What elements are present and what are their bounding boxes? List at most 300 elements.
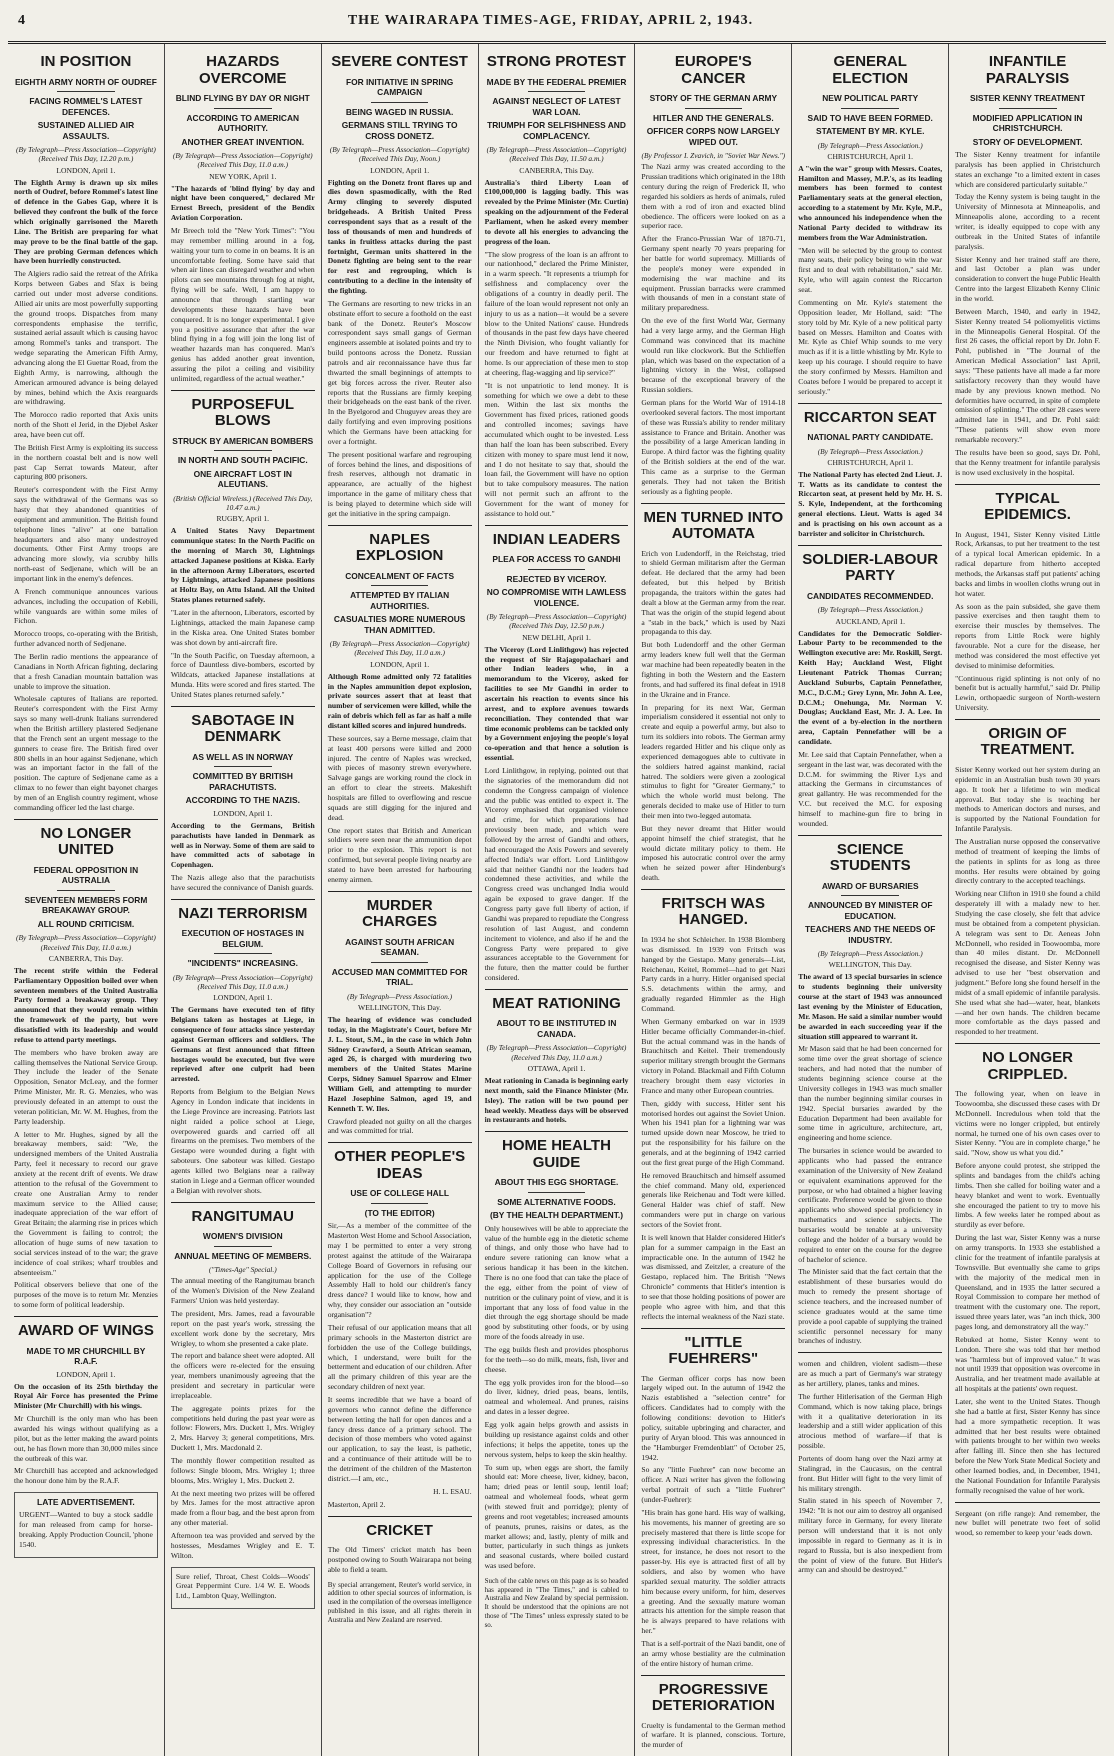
- headline: NAPLES EXPLOSION: [355, 530, 444, 565]
- subheading: STATEMENT BY MR. KYLE.: [816, 126, 925, 136]
- headline: RICCARTON SEAT: [803, 408, 937, 426]
- paragraph: A letter to Mr. Hughes, signed by all the breakaway members, said: "We, the undersigned members of the United Australia Party, feel it necessary to record our grave anxiety at the recent drift of events. We draw attention to the refusal of the Government to create one Australian Army to render maximum service to the Allied cause; inadequate appreciation of the war effort of Great Britain; the alarming rise in prices which the Government is failing to control; the allocation of huge sums of new taxation to social services instead of to the war; the grave incidence of coal strikes; wharf troubles and absenteeism.": [14, 1129, 158, 1277]
- paragraph: In August, 1941, Sister Kenny visited Little Rock, Arkansas, to put her treatment to the test of a typical local American epidemic. In a radical departure from hitherto accepted methods, the Arkansas staff put patients' aching backs and limbs in woollen cloths wrung out in hot water.: [955, 529, 1100, 598]
- paragraph: The Morocco radio reported that Axis units north of the Shott el Jerid, in the Djebel Asker area, have been cut off.: [14, 410, 158, 439]
- paragraph: The Australian nurse opposed the conservative method of treatment of keeping the limbs of the patients in splints for as long as three months. Her results were obtained by going directly contrary to the accepted teachings.: [955, 836, 1100, 886]
- advertisement-title: LATE ADVERTISEMENT.: [37, 1497, 135, 1508]
- paragraph: These sources, say a Berne message, claim that at least 400 persons were killed and 2000 injured. The centre of Naples was wrecked, with pieces of masonry strewn everywhere. Salvage gangs are working round the clock in an effort to clear the streets. Makeshift hospitals are filled to overflowing and rescue squads are still digging for the injured and dead.: [327, 733, 472, 822]
- subheading: ONE AIRCRAFT LOST IN ALEUTIANS.: [193, 468, 292, 490]
- byline: (By Telegraph—Press Association—Copyright) (Received This Day, 11.0 a.m.): [172, 972, 313, 992]
- subheading: ABOUT THIS EGG SHORTAGE.: [494, 1177, 619, 1188]
- subheading: NO COMPROMISE WITH LAWLESS VIOLENCE.: [486, 587, 627, 608]
- short-rule: [371, 1203, 429, 1204]
- paragraph: Cruelty is fundamental to the German method of warfare. It is planned, conscious. Torture, the murder of: [641, 1720, 786, 1750]
- paragraph: The monthly flower competition resulted as follows: Single bloom, Mrs. Wrigley 1; three blooms, Mrs. Wrigley 1, Mrs. Duckett 2.: [170, 1456, 315, 1485]
- paragraph: The egg builds flesh and provides phosphorus for the teeth—so do milk, meats, fish, liver and cheese.: [484, 1345, 629, 1374]
- paragraph: When Germany embarked on war in 1939 Hitler became officially Commander-in-chief. But the actual command was in the hands of Brauchitsch and Keitel. Their tremendously superior military strength brought the Germans victory in Poland. Blackmail and Fifth Column treachery brought them easy victories in France and many other European countries.: [641, 1016, 786, 1095]
- article-separator: [798, 835, 942, 836]
- page-number: 4: [18, 12, 25, 28]
- dateline: NEW YORK, April 1.: [209, 171, 277, 181]
- masthead: [8, 0, 1106, 44]
- paragraph: The Berlin radio mentions the appearance of Canadians in North African fighting, declaring that a fresh Canadian mountain battalion was unable to improve the situation.: [14, 652, 158, 691]
- headline: "LITTLE FUEHRERS": [668, 1333, 759, 1368]
- short-rule: [214, 1246, 272, 1247]
- subheading: CANDIDATES RECOMMENDED.: [807, 590, 934, 601]
- paragraph: Commenting on Mr. Kyle's statement the Opposition leader, Mr Holland, said: "The story told by Mr. Kyle of a new political party based on Messrs. Hamilton and Coates with Mr. Kyle as Chief Whip sounds to me very much as if it is a little whistling by Mr. Kyle to keep up his courage. I should require to have the story confirmed by Messrs. Hamilton and Coates before I would be prepared to accept it seriously.": [798, 297, 943, 396]
- byline: (By Telegraph—Press Association—Copyright) (Received This Day, 11.0 a.m.): [486, 1043, 627, 1062]
- letter-place-date: Masterton, April 2.: [327, 1499, 386, 1509]
- article: [171, 1202, 315, 1561]
- paragraph: On the occasion of its 25th birthday the Royal Air Force has presented the Prime Minister (Mr Churchill) with his wings.: [14, 1381, 158, 1411]
- paragraph: "It is not unpatriotic to lend money. It is something for which we owe a debt to these men. Within the last six months the Government has fixed prices, rationed goods and controlled incomes; savings have accumulated which ought to be invested. Less than half the loan has been subscribed. Every citizen with money to spare must lend it now, and I do not hesitate to say that, should the loan fail, the Government will have no option but to take compulsory measures. The nation will not permit such an affront to the Government for the want of money for assistance to hold out.": [484, 380, 629, 518]
- paragraph: Australia's third Liberty Loan of £100,000,000 is lagging badly. This was revealed by the Prime Minister (Mr. Curtin) speaking on the adjournment of the Federal Parliament, when he asked every member to devote all his energies to advancing the progress of the loan.: [484, 177, 629, 246]
- short-rule: [371, 585, 429, 586]
- paragraph: The Eighth Army is drawn up six miles north of Oudref, before Rommel's latest line of defence in the Gabes Gap, where it is believed they confront the bulk of the force which originally garrisoned the Mareth Line. The British are preparing for what may prove to be the final battle of the gap. They are probing German defences which have been hurriedly constructed.: [14, 177, 158, 266]
- subheading: IN NORTH AND SOUTH PACIFIC.: [177, 455, 308, 466]
- column-6: [792, 44, 949, 1756]
- paragraph: Political observers believe that one of the purposes of the move is to return Mr. Menzies to some form of political leadership.: [14, 1280, 158, 1310]
- subheading: ALL ROUND CRITICISM.: [37, 918, 135, 929]
- subheading: ANNOUNCED BY MINISTER OF EDUCATION.: [807, 900, 933, 921]
- paragraph: The Algiers radio said the retreat of the Afrika Korps between Gabes and Sfax is being carried out under most adverse conditions. Allied air units are most powerfully supporting the ground troops. Dispatches from many correspondents emphasise the terrific, sustained aerial assault which is causing havoc among Rommel's tanks and transport. The wedge separating the American Fifth Army, advancing along the El Guettar Road, from the Eighth Army, is narrowing, although the American armoured advance is being delayed by mines, behind which the Axis rearguards are withdrawing.: [14, 269, 158, 407]
- paragraph: The members who have broken away are calling themselves the National Service Group. They include the leader of the Senate Opposition, Senator McLeay, and the former Prime Minister, Mr. R. G. Menzies, who was previously defeated in an attempt to oust the veteran politician, Mr. W. M. Hughes, from the Party leadership.: [14, 1047, 158, 1126]
- paragraph: Reuter's correspondent with the First Army says the withdrawal of the Germans was so hasty that they abandoned quantities of equipment and ammunition. The British found telephone lines "alive" at one battalion headquarters and also many undestroyed documents. Other First Army troops are advancing more slowly, via scrubby hills north-east of Sedjenane, which will be an important link in the enemy's defences.: [14, 485, 158, 584]
- headline: PROGRESSIVE DETERIORATION: [651, 1680, 775, 1715]
- subheading: GERMANS STILL TRYING TO CROSS DONETZ.: [341, 120, 458, 141]
- byline: (By Telegraph—Press Association—Copyright) (Received This Day, 11.0 a.m.): [172, 151, 313, 170]
- newspaper-title: THE WAIRARAPA TIMES-AGE, FRIDAY, APRIL 2, 1943.: [347, 12, 754, 28]
- short-rule: [528, 569, 586, 570]
- headline: EUROPE'S CANCER: [674, 53, 752, 87]
- subheading: SISTER KENNY TREATMENT: [970, 93, 1086, 103]
- subheading: AGAINST NEGLECT OF LATEST WAR LOAN.: [492, 96, 621, 117]
- article: [171, 899, 315, 1196]
- dateline: CHRISTCHURCH, April 1.: [827, 151, 914, 161]
- subheading: CASUALTIES MORE NUMEROUS THAN ADMITTED.: [333, 614, 466, 635]
- byline: (By Telegraph—Press Association—Copyright) (Received This Day, 12.50 p.m.): [486, 612, 627, 631]
- article: [328, 1516, 472, 1575]
- paragraph: The following year, when on leave in Toowoomba, she discussed these cases with Dr McDonnell. Incredulous when told that the victims were no longer crippled, but entirely normal, he turned one of his own cases over to Sister Kenny. "You are in complete charge," he said. "Now, show us what you did.": [955, 1089, 1100, 1158]
- byline: (By Professor I. Zvavich, in "Soviet War News."): [641, 151, 786, 160]
- article: [798, 545, 942, 829]
- article-separator: [171, 390, 315, 391]
- article-separator: [171, 1202, 315, 1203]
- headline: PURPOSEFUL BLOWS: [191, 395, 295, 430]
- paragraph: "The hazards of 'blind flying' by day and night have been conquered," declared Mr Ernest Breech, president of the Bendix Aviation Corporation.: [170, 183, 315, 223]
- article-separator: [798, 403, 942, 404]
- byline: (By Telegraph—Press Association.): [817, 605, 923, 615]
- article: [955, 1502, 1100, 1539]
- paragraph: Morocco troops, co-operating with the British, further advanced north of Sedjenane.: [14, 629, 158, 649]
- paragraph: The British First Army is exploiting its success in the northern coastal belt and is now well past Cap Serrat towards Mateur, after capturing 800 prisoners.: [14, 442, 158, 482]
- paragraph: The German officer corps has now been largely wiped out. In the autumn of 1942 the Nazis established a "selection centre" for officers. Candidates had to comply with the following conditions: devotion to Hitler's policy, suitable upbringing and character, and purity of Aryan blood. This was announced in the "Hamburger Fremdenblatt" of October 25, 1942.: [641, 1373, 786, 1462]
- article: [14, 819, 158, 1310]
- column-7: [949, 44, 1106, 1756]
- paragraph: The Sister Kenny treatment for infantile paralysis has been applied in Christchurch states an exchange "to a limited extent in cases which are considered particularly suitable.": [955, 150, 1100, 189]
- paragraph: The National Party has elected 2nd Lieut. J. T. Watts as its candidate to contest the Riccarton seat, at present held by Mr. H. S. S. Kyle, Independent, at the forthcoming general elections. Lieut. Watts is aged 34 and is practising on his own account as a barrister and solicitor in Christchurch.: [798, 469, 943, 538]
- article-separator: [485, 989, 629, 990]
- byline: (By Telegraph—Press Association—Copyright) (Received This Day, 11.50 a.m.): [486, 145, 627, 164]
- paragraph: "Continuous rigid splinting is not only of no benefit but is actually harmful," said Dr. Philip Lewin, orthopaedic surgeon of North-western University.: [955, 673, 1100, 713]
- article: [798, 835, 942, 1347]
- byline: ("Times-Age" Special.): [208, 1265, 277, 1275]
- article: [171, 706, 315, 893]
- subheading: AWARD OF BURSARIES: [821, 880, 919, 891]
- headline: RANGITUMAU: [191, 1207, 295, 1225]
- paragraph: Later, she went to the United States. Though she had a battle at first, Sister Kenny has since had a more sympathetic reception. It was admitted that her best results were obtained with patients brought to her within two weeks after falling ill. Since then she has lectured before the New York State Medical Society and other learned bodies, and, in December, 1941, the National Foundation for Infantile Paralysis formally recognised the value of her work.: [955, 1396, 1100, 1495]
- subheading: ACCORDING TO AMERICAN AUTHORITY.: [186, 112, 300, 133]
- subheading: OFFICER CORPS NOW LARGELY WIPED OUT.: [646, 126, 780, 147]
- article: [485, 1131, 629, 1571]
- subheading: PLEA FOR ACCESS TO GANDHI: [492, 554, 621, 565]
- letter-signature: H. L. ESAU.: [433, 1486, 472, 1496]
- headline: IN POSITION: [40, 53, 132, 70]
- paragraph: Mr Breech told the "New York Times": "You may remember milling around in a fog, waiting your turn to come in on beams. It is an uncomfortable feeling. Some have said that when air lines can disregard weather and when pilots can see mountains through fog at night, flying will be safe. Well, I am happy to announce that through startling war developments these hazards have been conquered. It is no longer experimental. I give you a positive assurance that after the war blind flying in a fog will join the long list of weather hazards man has conquered. Man's genius has added another great invention, assuring the pilot a ceiling and visibility unlimited, regardless of the actual weather.": [170, 225, 315, 383]
- dateline: CHRISTCHURCH, April 1.: [827, 457, 914, 467]
- headline: INDIAN LEADERS: [492, 530, 621, 548]
- advertisement-text: Sure relief, Throat, Chest Colds—Woods' Great Peppermint Cure. 1/4 W. E. Woods Ltd., Lambton Quay, Wellington.: [175, 1571, 310, 1601]
- article: [641, 503, 785, 883]
- short-rule: [57, 890, 115, 891]
- headline: INFANTILE PARALYSIS: [985, 53, 1070, 87]
- paragraph: A United States Navy Department communique states: In the North Pacific on the morning of March 30, Lightnings attacked Japanese positions at Kiska. Early in the afternoon Army Liberators, escorted by Lightnings, attacked Japanese positions at Holtz Bay, on Attu Island. All the United States planes returned safely.: [170, 526, 315, 605]
- subheading: CONCEALMENT OF FACTS: [345, 570, 455, 581]
- paragraph: The aggregate points prizes for the competitions held during the past year were as follow: Flowers, Mrs. Duckett 1, Mrs. Wrigley 2, Mrs. Harvey 3; general competitions, Mrs. Duckett 1, Mrs. Macdonald 2.: [170, 1403, 315, 1453]
- article: [328, 54, 472, 519]
- paragraph: Sir,—As a member of the committee of the Masterton West Home and School Association, may I be permitted to enter a very strong protest against the attitude of the Wairarapa College Board of Governors in refusing our application for the use of the College Assembly Hall to hold our children's fancy dress dance? I would like to know, how and why, they consider our association an "outside organisation"?: [327, 1221, 472, 1320]
- paragraph: The further Hitlerisation of the German High Command, which is now taking place, brings with it a qualitative deterioration in its leadership and a still wider application of this atrocious method of warfare—if that is possible.: [798, 1391, 943, 1451]
- paragraph: Mr Churchill has accepted and acknowledged the honour done him by the R.A.F.: [14, 1466, 158, 1486]
- paragraph: A "win the war" group with Messrs. Coates, Hamilton and Massey, M.P.'s, as its leading members has been formed to contest Parliamentary seats at the general election, according to a statement by Mr. Kyle, M.P., who announced his independence when the National Party decided to withdraw its members from the War Administration.: [798, 163, 943, 242]
- headline: MURDER CHARGES: [362, 896, 438, 931]
- article: [485, 54, 629, 519]
- subheading: ACCUSED MAN COMMITTED FOR TRIAL.: [331, 966, 468, 988]
- paragraph: On the eve of the first World War, Germany had a very large army, and the German High Command was convinced that its machine would run like clockwork. But the Schlieffen plan, which was based on the expectation of a lightning victory in the West, collapsed because of the exceptional bravery of the Russian soldiers.: [641, 316, 786, 395]
- article-separator: [641, 1328, 785, 1329]
- article-separator: [14, 819, 158, 820]
- byline: (By Telegraph—Press Association.): [347, 991, 453, 1001]
- subheading: USE OF COLLEGE HALL: [350, 1188, 449, 1199]
- subheading: AGAINST SOUTH AFRICAN SEAMAN.: [345, 936, 455, 958]
- short-rule: [214, 108, 272, 109]
- subheading: NATIONAL PARTY CANDIDATE.: [807, 432, 934, 443]
- article: [955, 1043, 1100, 1495]
- paragraph: At the next meeting two prizes will be offered by Mrs. James for the most attractive apron made from a flour bag, and the best apron from any other material.: [170, 1488, 315, 1528]
- article: [641, 889, 785, 1322]
- paragraph: Sister Kenny worked out her system during an epidemic in an Australian bush town 30 years ago. It took her a lifetime to win medical approval. But today she is teaching her methods to American doctors and nurses, and is supported by the National Foundation for Infantile Paralysis.: [955, 764, 1100, 834]
- paragraph: Although Rome admitted only 72 fatalities in the Naples ammunition depot explosion, private sources assert that at least that number of servicemen were killed, while the rain of debris which fell as far as half a mile distant killed scores and injured hundreds.: [327, 671, 472, 731]
- headline: GENERAL ELECTION: [832, 53, 909, 87]
- article-separator: [171, 899, 315, 900]
- article-separator: [641, 1675, 785, 1676]
- headline: HOME HEALTH GUIDE: [502, 1137, 611, 1171]
- article-separator: [485, 525, 629, 526]
- article: [485, 525, 629, 983]
- footnote: Such of the cable news on this page as is so headed has appeared in "The Times," and is cabled to Australia and New Zealand by special permission. It should be understood that the opinions are not those of "The Times" unless expressly stated to be so.: [484, 1576, 629, 1629]
- subheading: SEVENTEEN MEMBERS FORM BREAKAWAY GROUP.: [24, 894, 148, 916]
- headline: SABOTAGE IN DENMARK: [191, 711, 295, 746]
- short-rule: [371, 102, 429, 103]
- headline: SEVERE CONTEST: [331, 53, 468, 70]
- paragraph: In 1934 he shot Schleicher. In 1938 Blomberg was dismissed. In 1939 von Fritsch was hanged by the Gestapo. Many generals—List, Reichenau, Keitel, Rommel—had to get Nazi Party cards in a hurry. Hitler organised special S.S. detachments within the army, and gradually regarded Himmler as the High Command.: [641, 934, 786, 1013]
- subheading: ABOUT TO BE INSTITUTED IN CANADA.: [496, 1018, 617, 1039]
- short-rule: [371, 962, 429, 963]
- subheading: ACCORDING TO THE NAZIS.: [185, 795, 300, 806]
- paragraph: The present positional warfare and regrouping of forces behind the lines, and dispositions of fresh reserves, although not dramatic in appearance, are actually of the highest importance in the game of military chess that is being played to determine which side will get the initiative in the spring campaign.: [327, 449, 472, 518]
- columns-container: [8, 44, 1106, 1750]
- subheading: COMMITTED BY BRITISH PARACHUTISTS.: [192, 771, 293, 792]
- paragraph: That is a self-portrait of the Nazi bandit, one of an army whose bestiality are the culmination of the entire history of human crime.: [641, 1638, 786, 1668]
- paragraph: "In the South Pacific, on Tuesday afternoon, a force of Dauntless dive-bombers, escorted by Wildcats, attacked Japanese installations at Munda. Hits were scored and fires started. The United States planes returned safely.": [170, 650, 315, 699]
- short-rule: [528, 91, 586, 92]
- article-separator: [798, 545, 942, 546]
- paragraph: Portents of doom hang over the Nazi army at Stalingrad, in the Caucasus, on the central front. But Hitler will fight to the very limit of his military strength.: [798, 1454, 943, 1493]
- paragraph: "Later in the afternoon, Liberators, escorted by Lightnings, attacked the main Japanese camp in the Kiska area. One United States bomber was shot down by anti-aircraft fire.: [170, 608, 315, 647]
- subheading: ANNUAL MEETING OF MEMBERS.: [174, 1250, 312, 1261]
- paragraph: Crawford pleaded not guilty on all the charges and was committed for trial.: [327, 1116, 472, 1136]
- dateline: OTTAWA, April 1.: [527, 1063, 586, 1073]
- paragraph: "His brain has gone hard. His way of walking, his movements, his manner of greeting are so precisely mastered that there is little scope for expressing individual characteristics. In the street, for instance, he does not resort to the passer-by. His eye is attracted first of all by soldiers, and also by women who have sparkled sexual maturity. The soldier attracts him because every uniform, for him, deserves a greeting. And the sexually mature woman attracts his attention for the simple reason that he is always prepared to have relations with her.": [641, 1507, 786, 1636]
- column-5: [635, 44, 792, 1756]
- dateline: LONDON, April 1.: [56, 165, 116, 175]
- dateline: AUCKLAND, April 1.: [835, 616, 906, 626]
- article-separator: [641, 503, 785, 504]
- paragraph: Working near Clifton in 1910 she found a child desperately ill with a malady new to her. Studying the case closely, she felt that advice must be obtained from a competent physician. A telegram was sent to Dr. Aeneas John McDonnell, who resided in Toowoomba, more than 40 miles distant. Dr. McDonnell recognised the disease, and Sister Kenny was advised to use her "best observation and judgment." Before long she found herself in the midst of a small epidemic of infantile paralysis. She used what she had—water, heat, blankets—and her own hands. The children became more comfortable as the days passed and responded to her treatment.: [955, 889, 1100, 1037]
- advertisement: [14, 1492, 158, 1557]
- byline: (By Telegraph—Press Association.): [817, 446, 923, 456]
- dateline: WELLINGTON, This Day.: [358, 1003, 442, 1013]
- article: [955, 54, 1100, 478]
- headline: HAZARDS OVERCOME: [199, 53, 287, 87]
- article-separator: [955, 484, 1100, 485]
- paragraph: One report states that British and American soldiers were seen near the ammunition depot prior to the explosion. This report is not confirmed, but several people living nearby are stated to have been arrested for harbouring enemy airmen.: [327, 825, 472, 884]
- paragraph: After the Franco-Prussian War of 1870-71, Germany spent nearly 70 years preparing for her battle for world supremacy. Milliards of the people's money were expended in modernising the war machine and its equipment. Prussian barracks were crammed with thousands of men in a constant state of military preparedness.: [641, 234, 786, 313]
- byline: (By Telegraph—Press Association.): [817, 140, 923, 150]
- paragraph: Mr Mason said that he had been concerned for some time over the great shortage of science teachers, and had noted that the number of students beginning science course at the University colleges in 1943 was much smaller than the number beginning similar courses in 1942. Special bursaries awarded by the Education Department had been available for some time in agriculture, architecture, art, engineering and home science.: [798, 1044, 943, 1143]
- article-separator: [328, 525, 472, 526]
- paragraph: The report and balance sheet were adopted. All the officers were re-elected for the ensuing year, members unanimously agreeing that the president and secretary in particular were irreplaceable.: [170, 1351, 315, 1400]
- byline: (British Official Wireless.) (Received This Day, 10.47 a.m.): [173, 493, 313, 512]
- headline: ORIGIN OF TREATMENT.: [980, 724, 1075, 759]
- article: [798, 403, 942, 539]
- paragraph: Their refusal of our application means that all primary schools in the Masterton district are forbidden the use of the College buildings, which, I understand, were built for the betterment and education of our children. After all the primary children of this year are the secondary children of next year.: [327, 1322, 472, 1392]
- headline: MEN TURNED INTO AUTOMATA: [643, 508, 784, 543]
- subheading: HITLER AND THE GENERALS.: [653, 112, 774, 123]
- subheading: SUSTAINED ALLIED AIR ASSAULTS.: [37, 120, 135, 141]
- paragraph: The Minister said that the fact certain that the establishment of these bursaries would do much to remedy the present shortage of science teachers, and the increased number of science graduates would at the same time provide a pool capable of supplying the trained scientific personnel necessary for many branches of industry.: [798, 1267, 943, 1346]
- byline: (By Telegraph—Press Association.): [817, 949, 923, 959]
- short-rule: [685, 108, 743, 109]
- article-separator: [14, 1316, 158, 1317]
- paragraph: It is well known that Halder considered Hitler's plan for a summer campaign in the East an impracticable one. In the autumn of 1942 he was dismissed, and Zeitzler, a creature of the Gestapo, replaced him. The British "News Chronicle" comments that Hitler's intention is to see that those holding positions of power are people who agree with him, and that this reflects the internal weakness of the Nazi state.: [641, 1232, 786, 1321]
- subheading: TEACHERS AND THE NEEDS OF INDUSTRY.: [804, 924, 936, 945]
- paragraph: Egg yolk again helps growth and assists in building up resistance against colds and other infections; it helps the appetite, tones up the nervous system, helps to keep the skin healthy.: [484, 1420, 629, 1459]
- paragraph: German plans for the World War of 1914-18 overlooked several factors. The most important of these was Russia's ability to render military assistance to France and Britain. Another was the possibility of a large American landing in Europe. A third factor was the fighting quality of the British soldiers at the end of the war. This came as a surprise to the German generals. They had not taken the British seriously as a fighting people.: [641, 398, 786, 496]
- paragraph: The Nazis allege also that the parachutists have secured the connivance of Danish guards.: [170, 873, 315, 892]
- short-rule: [528, 1192, 586, 1193]
- dateline: LONDON, April 1.: [213, 993, 273, 1003]
- article: [14, 1316, 158, 1486]
- advertisement-text: URGENT—Wanted to buy a stock saddle for man released from camp for horse-breaking. Apply Production Council, 'phone 1540.: [19, 1510, 153, 1549]
- subheading: MADE BY THE FEDERAL PREMIER: [486, 76, 627, 87]
- paragraph: The recent strife within the Federal Parliamentary Opposition boiled over when seventeen members of the United Australia Party formed a breakaway group. They announced that they would remain within the framework of the party, but were dissatisfied with its leadership and would refuse to attend party meetings.: [14, 965, 158, 1044]
- subheading: FACING ROMMEL'S LATEST DEFENCES.: [29, 96, 143, 117]
- paragraph: Meat rationing in Canada is beginning early next month, said the Finance Minister (Mr. Isley). The ration will be two pound per head weekly. Meatless days will be observed in restaurants and hotels.: [484, 1075, 629, 1125]
- headline: SOLDIER-LABOUR PARTY: [802, 550, 939, 585]
- dateline: NEW DELHI, April 1.: [522, 632, 591, 642]
- paragraph: "Men will be selected by the group to contest many seats, their policy being to win the war first and to deal with rehabilitation," said Mr. Kyle, who will again contest the Riccarton seat.: [798, 245, 943, 295]
- byline: (By Telegraph—Press Association—Copyright) (Received This Day, 11.0 a.m.): [16, 933, 156, 952]
- dateline: RUGBY, April 1.: [216, 514, 270, 524]
- paragraph: According to the Germans, British parachutists have landed in Denmark as well as in Norway. Some of them are said to have committed acts of sabotage in Copenhagen.: [170, 820, 315, 870]
- article: [328, 891, 472, 1137]
- article: [328, 525, 472, 885]
- headline: TYPICAL EPIDEMICS.: [984, 489, 1071, 523]
- subheading: BLIND FLYING BY DAY OR NIGHT: [175, 93, 310, 103]
- paragraph: A French communique announces various advances, including the occupation of Kebili, while vanguards are within some miles of Fichon.: [14, 586, 158, 626]
- paragraph: Reports from Belgium to the Belgian News Agency in London indicate that incidents in the Liege Province are increasing. Patriots last night raided a police school at Liege, overpowered guards and carried off all firearms on the premises. Two members of the Gestapo were wounded during a fight with saboteurs. One saboteur was killed. Gestapo agents killed two Belgians near a railway station in Liege and a German officer wounded a Belgian with revolver shots.: [170, 1087, 315, 1195]
- paragraph: Stalin stated in his speech of November 7, 1942: "It is not our aim to destroy all organised military force in Germany, for every literate person will understand that it is not only impossible in regard to Germany as it is in regard to Russia, but is also inexpedient from the point of view of the future. But Hitler's army can and should be destroyed.": [798, 1496, 943, 1575]
- subheading: (TO THE EDITOR): [364, 1207, 435, 1218]
- short-rule: [214, 450, 272, 451]
- article-separator: [328, 891, 472, 892]
- article-separator: [171, 706, 315, 707]
- short-rule: [57, 91, 115, 92]
- subheading: FOR INITIATIVE IN SPRING CAMPAIGN: [345, 76, 454, 97]
- short-rule: [841, 108, 899, 109]
- subheading: WOMEN'S DIVISION: [202, 1231, 283, 1242]
- article-separator: [328, 1516, 472, 1517]
- subheading: SOME ALTERNATIVE FOODS.: [497, 1196, 616, 1207]
- paragraph: In preparing for its next War, German imperialism considered it essential not only to create and equip a powerful army, but also to turn its soldiers into robots. The German army leaders regarded Hitler and his clique only as experienced demagogues able to cultivate in the soldiers hatred against mankind, racial hatred. The soldiers were given a zoological stimulus to fight for "Greater Germany," to which the whole world must belong. The generals decided to make use of Hitler to turn their men into two-legged automata.: [641, 702, 786, 820]
- paragraph: Sister Kenny and her trained staff are there, and last October a plan was under consideration to convert the huge Public Health Centre into the largest Elizabeth Kenny Clinic in the world.: [955, 254, 1100, 304]
- paragraph: But both Ludendorff and the other German army leaders knew full well that the German war machine had been repeatedly beaten in the fighting in both the Western and the Eastern fronts, and had suffered its final defeat in 1918 in the Ukraine and in France.: [641, 640, 786, 699]
- paragraph: Only housewives will be able to appreciate the value of the humble egg in the dietetic scheme of things, and only those who have had to endure severe rationing can know what a serious handicap it has been in the kitchen. There is no one food that can take the place of the egg, either from the point of view of nutrition or the culinary point of view, and it is important that any loss of food value in the diet through the egg shortage should be made good by substituting other foods, or by using more of the foods already in use.: [484, 1223, 629, 1342]
- subheading: TRIUMPH FOR SELFISHNESS AND COMPLACENCY.: [487, 120, 626, 141]
- article-separator: [485, 1131, 629, 1132]
- article-separator: [798, 1352, 942, 1353]
- dateline: CANBERRA, This Day.: [48, 953, 124, 963]
- headline: STRONG PROTEST: [486, 53, 627, 70]
- paragraph: The award of 13 special bursaries in science to students beginning their university course at the start of 1943 was announced last evening by the Minister of Education, Mr. Mason. He said a similar number would be awarded in each succeeding year if the situation still appeared to warrant it.: [798, 972, 943, 1041]
- subheading: STRUCK BY AMERICAN BOMBERS: [172, 435, 314, 446]
- subheading: EIGHTH ARMY NORTH OF OUDREF: [14, 76, 157, 87]
- dateline: LONDON, April 1.: [370, 659, 430, 669]
- article: [798, 1352, 942, 1575]
- subheading: MADE TO MR CHURCHILL BY R.A.F.: [26, 1345, 146, 1366]
- subheading: ATTEMPTED BY ITALIAN AUTHORITIES.: [350, 590, 450, 611]
- subheading: STORY OF DEVELOPMENT.: [972, 136, 1083, 147]
- paragraph: "The slow progress of the loan is an affront to our nationhood," declared the Prime Minister, in a warm speech. "It represents a triumph for selfishness and complacency over the obligations of a country in deadly peril. The failure of the loan would represent not only an injury to us as a nation—it would be a severe blow to the United Nations' cause. Hundreds of thousands in the past few days have cheered the Ninth Division, who fought valiantly for our freedom and have returned to fight at home. Is our appreciation of these men to stop at cheering, flag-wagging and lip service?": [484, 249, 629, 377]
- paragraph: Afternoon tea was provided and served by the hostesses, Mesdames Wrigley and E. T. Wilton.: [170, 1531, 315, 1560]
- paragraph: Rebuked at home, Sister Kenny went to London. There she was told that her method was "harmless but of improved value." It was not until 1939 that opposition was overcome in Australia, and her treatment made available at all hospitals at the patients' own request.: [955, 1334, 1100, 1394]
- subheading: EXECUTION OF HOSTAGES IN BELGIUM.: [181, 928, 304, 949]
- paragraph: Wholesale captures of Italians are reported. Reuter's correspondent with the First Army says so many well-drunk Italians surrendered when the British artillery plastered Sedjenane that the French sent an urgent message to the gunners to cease fire. The British fired over 800 shells in an hour against Sedjenane, which was an important factor in the fall of the position. The capture of Sedjenane came as a climax to no fewer than eight bayonet charges by men of an English country regiment, whose commanding officer led the last charge.: [14, 694, 158, 812]
- dateline: WELLINGTON, This Day.: [828, 960, 912, 970]
- subheading: "INCIDENTS" INCREASING.: [187, 958, 298, 969]
- subheading: STORY OF THE GERMAN ARMY: [649, 93, 778, 103]
- column-4: [479, 44, 636, 1756]
- paragraph: The egg yolk provides iron for the blood—so do liver, kidney, dried peas, beans, lentils, oatmeal and wholemeal. And prunes, raisins and dates in a lesser degree.: [484, 1377, 629, 1417]
- headline: MEAT RATIONING: [492, 994, 621, 1012]
- headline: NAZI TERRORISM: [178, 904, 308, 922]
- article-separator: [955, 1502, 1100, 1503]
- byline: (By Telegraph—Press Association—Copyright) (Received This Day, 12.20 p.m.): [16, 145, 156, 164]
- paragraph: The Germans have executed ten of fifty Belgians taken as hostages at Liege, in consequence of four attacks since yesterday against German officers and soldiers. The Germans at first announced that fifteen hostages would be executed, but five were reprieved after one culprit had been arrested.: [170, 1005, 315, 1084]
- byline: (By Telegraph—Press Association—Copyright) (Received This Day, 11.0 a.m.): [329, 639, 470, 658]
- headline: SCIENCE STUDENTS: [829, 840, 911, 875]
- column-1: [8, 44, 165, 1756]
- subheading: (BY THE HEALTH DEPARTMENT.): [489, 1210, 624, 1221]
- headline: AWARD OF WINGS: [18, 1322, 154, 1339]
- dateline: LONDON, April 1.: [56, 1369, 116, 1379]
- paragraph: The annual meeting of the Rangitumau branch of the Women's Division of the New Zealand Farmers' Union was held yesterday.: [170, 1276, 315, 1306]
- paragraph: The results have been so good, says Dr. Pohl, that the Kenny treatment for infantile paralysis is now used exclusively in the hospital.: [955, 447, 1100, 477]
- subheading: ANOTHER GREAT INVENTION.: [181, 136, 305, 147]
- column-3: [322, 44, 479, 1756]
- article: [171, 390, 315, 700]
- headline: OTHER PEOPLE'S IDEAS: [334, 1148, 466, 1182]
- headline: CRICKET: [366, 1521, 433, 1539]
- footnote: By special arrangement, Reuter's world service, in addition to other special sources of information, is used in the compilation of the overseas intelligence published in this issue, and all rights therein in Australia and New Zealand are reserved.: [327, 1580, 472, 1624]
- short-rule: [841, 895, 899, 896]
- paragraph: women and children, violent sadism—these are as much a part of Germany's war strategy as her artillery, planes, tanks and mines.: [798, 1359, 943, 1388]
- short-rule: [214, 953, 272, 954]
- byline: (By Telegraph—Press Association—Copyright) (Received This Day, Noon.): [329, 145, 470, 164]
- paragraph: During the last war, Sister Kenny was a nurse on army transports. In 1933 she established a clinic for the treatment of infantile paralysis at Townsville. But eventually she came to grips with the majority of the medical men in Queensland, and in 1935 the latter secured a Royal Commission to compare her method of treatment with the customary one. The report, issued three years later, was "an inch thick, 300 pages long, and demonstratory all the way.": [955, 1233, 1100, 1331]
- article: [955, 719, 1100, 1037]
- dateline: CANBERRA, This Day.: [519, 165, 594, 175]
- subheading: AS WELL AS IN NORWAY: [192, 751, 294, 762]
- subheading: FEDERAL OPPOSITION IN AUSTRALIA: [33, 864, 139, 886]
- article: [485, 989, 629, 1125]
- paragraph: So any "little Fuehrer" can now become an officer. A Nazi writer has given the following verbal portrait of such a "little Fuehrer" (under-Fuehrer):: [641, 1465, 786, 1504]
- article: [641, 1328, 785, 1669]
- article: [798, 54, 942, 397]
- paragraph: Candidates for the Democratic Soldier-Labour Party to be recommended to the Wellington executive are: Mr. Roskill, Sergt. Keith Hay; Auckland West, Flight Lieutenant Patrick Thomas Curran; Auckland Suburbs, Captain Pennefather, M.C., D.C.M.; Grey Lynn, Mr. John A. Lee, D.C.M.; Onehunga, Mr. Norman V. Douglas; Auckland East, Mr. J. A. Lee. In the event of a by-election in the northern area, Captain Pennefather will be a candidate.: [798, 628, 943, 746]
- paragraph: He removed Brauchitsch and himself assumed the chief command. Many old, experienced generals like Reichenau and Todt were killed. General Halder was chief of staff. New commanders were put in charge on various sectors of the Soviet front.: [641, 1170, 786, 1230]
- paragraph: The Germans are resorting to new tricks in an obstinate effort to secure a foothold on the east bank of the Donetz. Reuter's Moscow correspondent says small gangs of German engineers assemble at isolated points and try to build pontoons across the Donetz. Russian patrols and air reconnaissance have thus far thwarted the small beginnings of attempts to get big forces across the river. Reuter also reports that the Russians are firmly keeping their bridgeheads on the east bank of the river. In the Byelgorod and Chuguyev areas they are daily fortifying and even improving positions which the Germans have been attacking for over a fortnight.: [327, 298, 472, 446]
- paragraph: Lord Linlithgow, in replying, pointed out that the signatories of the memorandum did not condemn the Congress campaign of violence and the public was entitled to expect it. The Viceroy emphasised that organised violence and crime, for which preparations had previously been made, and which were followed by the arrest of Gandhi and others, had encouraged the Axis Powers and severely affected India's war effort. Lord Linlithgow said that neither Gandhi nor the leaders had condemned these activities, and while the Congress creed was unchanged India would again be exposed to grave danger. If the Congress party gave full liberty of action, if Gandhi was prepared to repudiate the Congress resolution of last August, and condemn incitement to violence, and also if he and the Congress Party were prepared to give assurances acceptable to the Government for the future, then the matter could be further considered.: [484, 766, 629, 983]
- article-separator: [955, 719, 1100, 720]
- dateline: LONDON, April 1.: [370, 165, 430, 175]
- paragraph: The bursaries in science would be awarded to applicants who had passed the entrance examination of the University of New Zealand or equivalent examinations approved for the purpose, or who had obtained a higher leaving certificate. Preference would be given to those applicants who showed special proficiency in mathematics and science subjects. The bursaries would be tenable at a university college and the holder of a bursary would be required to enter on the course for the degree of bachelor of science.: [798, 1146, 943, 1264]
- article-separator: [955, 1043, 1100, 1044]
- article: [14, 54, 158, 813]
- paragraph: Sergeant (on rifle range): And remember, the new bullet will penetrate two feet of solid wood, so remember to keep your 'eads down.: [955, 1508, 1100, 1538]
- headline: FRITSCH WAS HANGED.: [661, 894, 766, 929]
- paragraph: The Viceroy (Lord Linlithgow) has rejected the request of Sir Rajagopalachari and other Indian leaders who, in a memorandum to the Viceroy, asked for facilities to see Mr Gandhi in order to ascertain his reaction to events since his arrest, and to explore avenues towards reconciliation. They contended that war time economic problems can be tackled only by a Government enjoying the people's loyal co-operation and that hence a solution is essential.: [484, 644, 629, 763]
- paragraph: It seems incredible that we have a board of governors who cannot define the difference between letting the hall for open dances and a fancy dress dance of a primary school. The decision of those members who voted against our application, to say the least, is pathetic, and a continuance of their attitude will be to the detriment of the children of the Masterton district.—I am, etc.,: [327, 1394, 472, 1483]
- headline: NO LONGER UNITED: [40, 824, 132, 859]
- short-rule: [999, 108, 1057, 109]
- paragraph: To sum up, when eggs are short, the family should eat: More cheese, liver, kidney, bacon, ham; dried peas or lentil soup, lentil loaf; oatmeal and wholemeal foods, wheat germ (with stewed fruit and porridge); plenty of greens and root vegetables; increased amounts of peanuts, prunes, raisins or dates, as the market allows; and, lastly, plenty of milk and butter, particularly in such things as junkets and seasonal custards, where boiled custard was used before.: [484, 1462, 629, 1571]
- paragraph: Mr Churchill is the only man who has been awarded his wings without qualifying as a pilot, but as the letter making the award points out, he has flown more than 30,000 miles since the outbreak of this war.: [14, 1414, 158, 1463]
- subheading: SAID TO HAVE BEEN FORMED.: [807, 112, 933, 123]
- subheading: BEING WAGED IN RUSSIA.: [345, 106, 454, 117]
- paragraph: Today the Kenny system is being taught in the University of Minnesota at Minneapolis, and Minneapolis alone, according to a recent writer, is ideally equipped to cope with any outbreak in the United States of infantile paralysis.: [955, 192, 1100, 251]
- paragraph: The Nazi army was created according to the Prussian traditions which originated in the 18th century during the reign of Frederick II, who regarded his soldiers as herds of animals, ruled them with a rod of iron and exacted blind obedience. The officers were looked on as a superior race.: [641, 162, 786, 231]
- article: [328, 1142, 472, 1509]
- subheading: REJECTED BY VICEROY.: [506, 573, 607, 584]
- dateline: LONDON, April 1.: [213, 808, 273, 818]
- column-2: [165, 44, 322, 1756]
- paragraph: The hearing of evidence was concluded today, in the Magistrate's Court, before Mr J. L. Stout, S.M., in the case in which John Sidney Crawford, a South African seaman, aged 26, is charged with murdering two members of the United States Marine Corps, Sidney Samuel Sparrow and Elmer William Geli, and attempting to murder Hazel Josephine Salmon, aged 19, and Kenneth T. W. Iles.: [327, 1015, 472, 1113]
- subheading: MODIFIED APPLICATION IN CHRISTCHURCH.: [972, 112, 1083, 133]
- paragraph: Between March, 1940, and early in 1942, Sister Kenny treated 54 poliomyelitis victims in the Minneapolis General Hospital. Of the first 26 cases, the official report by Dr. John F. Pohl, published in "The Journal of the American Medical Association" last April, says: "These patients have all made a far more satisfactory recovery than they would have made by any previous known method. No deformities have occurred, in spite of complete omission of splinting." The other 28 cases were admitted late in 1941, and Dr. Pohl said: "These patients will show even more remarkable recovery.": [955, 306, 1100, 445]
- article: [171, 54, 315, 384]
- paragraph: As soon as the pain subsided, she gave them passive exercises and then taught them to exercise their muscles by themselves. The reports from Little Rock were highly favourable. Not a cure for the disease, her method was considered the most effective yet devised to minimise deformities.: [955, 601, 1100, 670]
